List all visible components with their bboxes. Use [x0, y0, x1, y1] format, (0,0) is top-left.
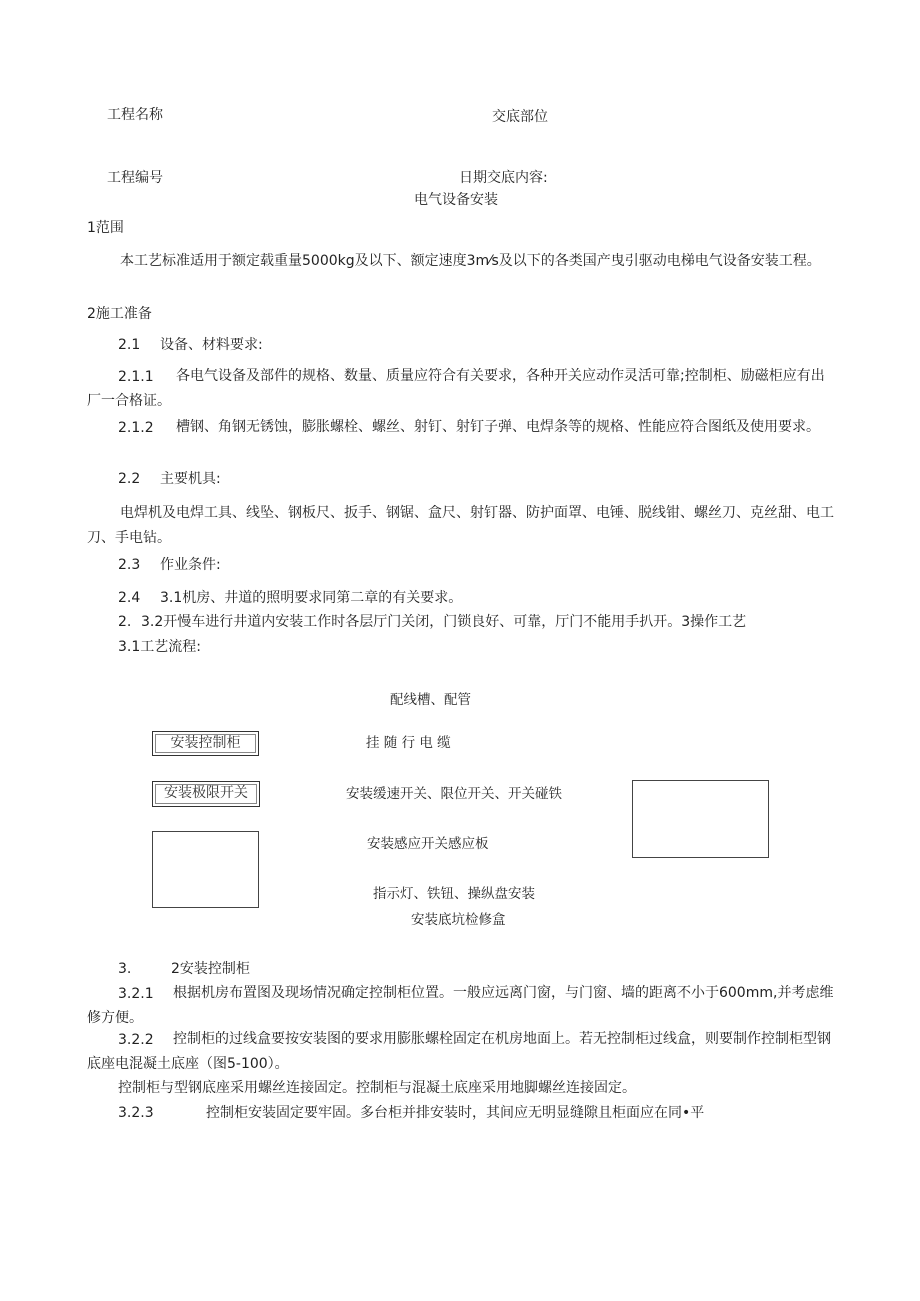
section-2-heading: 2施工准备	[87, 306, 152, 322]
project-name-label: 工程名称	[107, 107, 163, 123]
handover-location-label: 交底部位	[492, 109, 548, 125]
document-title: 电气设备安装	[414, 192, 498, 208]
section-2-2-text: 电焊机及电焊工具、线坠、钢板尺、扳手、钢锯、盒尺、射钉器、防护面罩、电锤、脱线钳、螺丝刀、克丝甜、电工刀、手电钻。	[87, 505, 834, 546]
section-2-5-number: 2.	[118, 614, 132, 630]
section-2-1-title: 设备、材料要求:	[160, 337, 263, 353]
flow-empty-box-left	[152, 831, 259, 908]
flow-empty-box-right	[632, 780, 769, 858]
section-2-4-number: 2.4	[118, 590, 141, 606]
section-3-2-2-text-2: 控制柜与型钢底座采用螺丝连接固定。控制柜与混凝土底座采用地脚螺丝连接固定。	[118, 1080, 636, 1096]
section-3-2-number: 3.	[118, 961, 132, 977]
section-2-1-number: 2.1	[118, 337, 141, 353]
section-3-2-3-number: 3.2.3	[118, 1105, 154, 1121]
section-2-2-number: 2.2	[118, 471, 141, 487]
section-3-2-2-text: 控制柜的过线盒要按安装图的要求用膨胀螺栓固定在机房地面上。若无控制柜过线盒，则要制作控制柜型钢底座电混凝土底座（图5-100）。	[87, 1031, 831, 1072]
section-2-1-2-text: 槽钢、角钢无锈蚀，膨胀螺栓、螺丝、射钉、射钉子弹、电焊条等的规格、性能应符合图纸及使用要求。	[176, 419, 820, 435]
flow-step-sensor: 安装感应开关感应板	[367, 836, 489, 852]
section-3-1-title: 3.1工艺流程:	[118, 639, 201, 655]
section-2-1-1-text: 各电气设备及部件的规格、数量、质量应符合有关要求，各种开关应动作灵活可靠;控制柜、励磁柜应有出厂一合格证。	[87, 368, 825, 409]
project-number-label: 工程编号	[107, 170, 163, 186]
flow-step-pit-box: 安装底坑检修盒	[411, 912, 506, 928]
section-3-2-1-text: 根据机房布置图及现场情况确定控制柜位置。一般应远离门窗，与门窗、墙的距离不小于600mm,并考虑维修方便。	[87, 985, 834, 1026]
section-2-3-number: 2.3	[118, 557, 141, 573]
date-content-label: 日期交底内容:	[459, 170, 548, 186]
section-3-2-2-number: 3.2.2	[118, 1032, 154, 1048]
section-2-3-title: 作业条件:	[160, 557, 221, 573]
section-1-text: 本工艺标准适用于额定载重量5000kg及以下、额定速度3m⁄s及以下的各类国产曳引驱动电梯电气设备安装工程。	[120, 253, 821, 269]
flow-box-limit-switch: 安装极限开关	[152, 781, 260, 807]
flow-step-switches: 安装缓速开关、限位开关、开关碰铁	[346, 786, 562, 802]
section-2-1-1-number: 2.1.1	[118, 369, 154, 385]
section-3-2-title: 2安装控制柜	[171, 961, 250, 977]
flow-step-indicator: 指示灯、铁钮、操纵盘安装	[373, 886, 535, 902]
flow-step-wiring: 配线槽、配管	[390, 692, 471, 708]
section-2-5-text: 3.2开慢车进行井道内安装工作时各层厅门关闭，门锁良好、可靠，厅门不能用手扒开。3操作工艺	[141, 614, 747, 630]
section-1-heading: 1范围	[87, 220, 124, 236]
section-3-2-3-text: 控制柜安装固定要牢固。多台柜并排安装时，其间应无明显缝隙且柜面应在同•平	[206, 1105, 705, 1121]
flow-step-cable: 挂 随 行 电 缆	[366, 735, 451, 751]
section-2-2-title: 主要机具:	[160, 471, 221, 487]
flow-box-control-cabinet: 安装控制柜	[152, 731, 259, 756]
section-2-1-2-number: 2.1.2	[118, 420, 154, 436]
section-2-4-text: 3.1机房、井道的照明要求同第二章的有关要求。	[160, 590, 463, 606]
section-3-2-1-number: 3.2.1	[118, 986, 154, 1002]
